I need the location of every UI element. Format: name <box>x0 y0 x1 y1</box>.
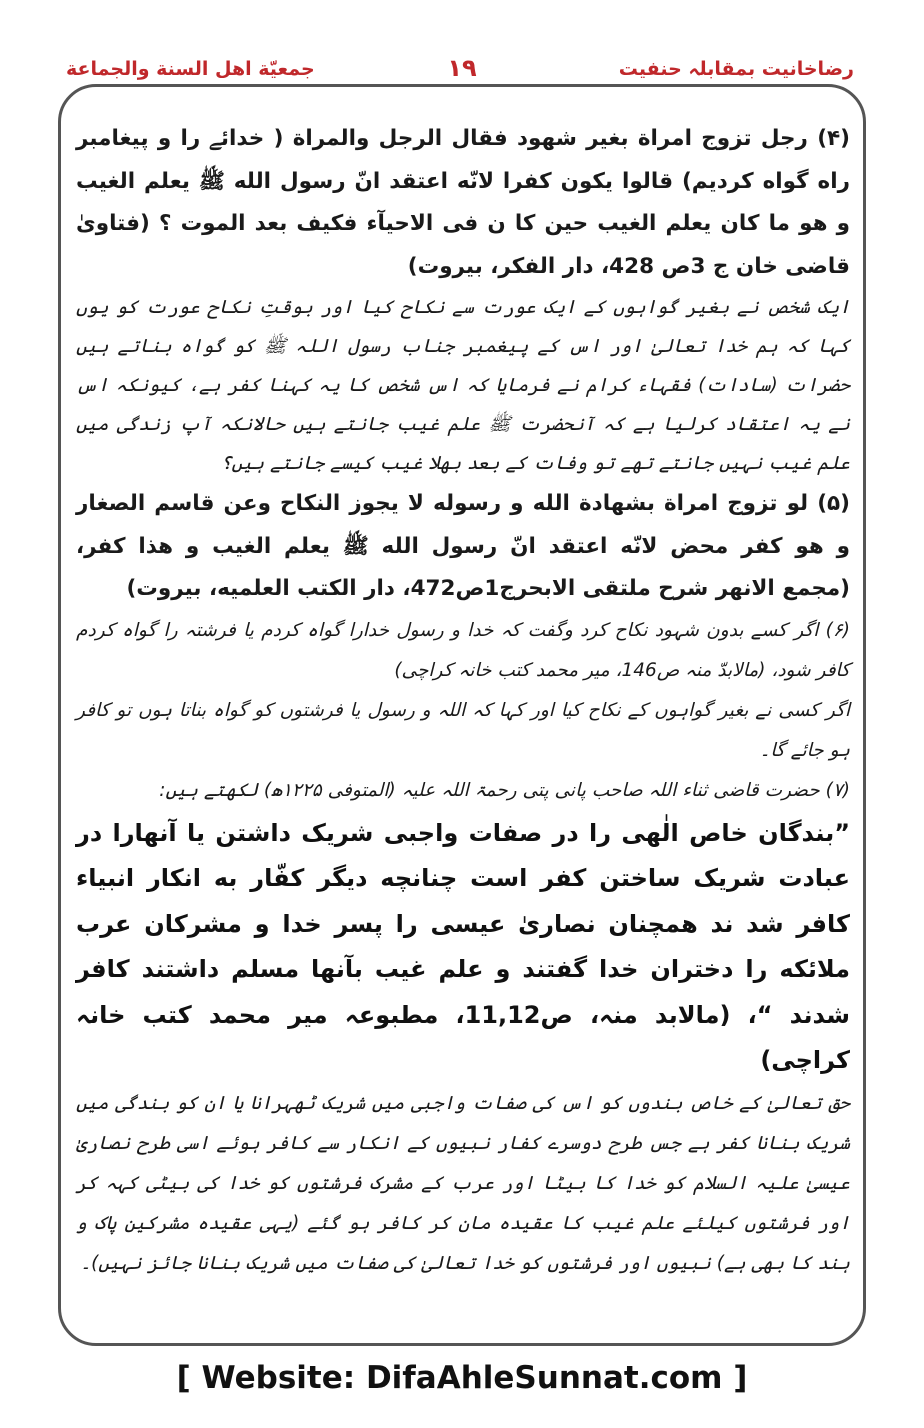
page-number: ۱۹ <box>447 54 477 82</box>
paragraph-7-intro: (۷) حضرت قاضی ثناء اللہ صاحب پانی پتی رحمۃ اللہ علیہ (المتوفی ۱۲۲۵ھ) لکھتے ہیں: <box>159 779 850 801</box>
paragraph-6-urdu-translation: اگر کسی نے بغیر گواہوں کے نکاح کیا اور کہا کہ اللہ و رسول یا فرشتوں کو گواہ بناتا ہوں تو کافر ہو جائے گا۔ <box>76 699 850 761</box>
paragraph-5-arabic: (۵) لو تزوج امراة بشهادة الله و رسوله لا يجوز النكاح وعن قاسم الصغار و هو كفر محض لانّه اعتقد انّ رسول الله ﷺ يعلم الغيب و هذا كفر، (مجمع الانهر شرح ملتقى الابحرج1ص472، دار الكتب العلميه، بيروت) <box>76 491 850 601</box>
book-title-header: رضاخانیت بمقابلہ حنفیت <box>618 58 854 80</box>
publisher-header: جمعيّة اهل السنة والجماعة <box>66 58 315 80</box>
page-body <box>76 118 850 1284</box>
paragraph-7-urdu-translation: حق تعالیٰ کے خاص بندوں کو اس کی صفات واجبی میں شریک ٹھہرانا یا ان کو بندگی میں شریک بنانا کفر ہے جس طرح دوسرے کفار نبیوں کے انکار سے کافر ہوئے اسی طرح نصاریٰ عیسیٰ علیہ السلام کو خدا کا بیٹا اور عرب کے مشرک فرشتوں کو خدا کی بیٹی کہہ کر اور فرشتوں کیلئے علم غیب کا عقیدہ مان کر کافر ہو گئے (یہی عقیدہ مشرکین پاک و ہند کا بھی ہے) نبیوں اور فرشتوں کو خدا تعالیٰ کی صفات میں شریک بنانا جائز نہیں)۔ <box>76 1092 850 1274</box>
paragraph-6-persian-quote: (۶) اگر کسے بدون شہود نکاح کرد وگفت کہ خدا و رسول خدارا گواہ کردم یا فرشتہ را گواہ کردم کافر شود، (مالابدّ منہ ص146، میر محمد کتب خانہ کراچی) <box>76 619 850 681</box>
paragraph-7-persian-quote: ”بندگان خاص الٰهی را در صفات واجبی شریک داشتن یا آنهارا در عبادت شریک ساختن کفر است چنانچه دیگر کفّار به انکار انبیاء کافر شد ند همچنان نصاریٰ عیسی را پسر خدا و مشرکان عرب ملائکه را دختران خدا گفتند و علم غیب بآنها مسلم داشتند کافر شدند “، (مالابد منہ، ص11,12، مطبوعہ میر محمد کتب خانہ کراچی) <box>76 818 851 1074</box>
paragraph-4-urdu-translation: ایک شخص نے بغیر گواہوں کے ایک عورت سے نکاح کیا اور بوقتِ نکاح عورت کو یوں کہا کہ ہم خدا تعالیٰ اور اس کے پیغمبر جناب رسول اللہ ﷺ کو گواہ بناتے ہیں حضرات (سادات) فقہاء کرام نے فرمایا کہ اس شخص کا یہ کہنا کفر ہے، کیونکہ اس نے یہ اعتقاد کرلیا ہے کہ آنحضرت ﷺ علم غیب جانتے ہیں حالانکہ آپ زندگی میں علم غیب نہیں جانتے تھے تو وفات کے بعد بھلا غیب کیسے جانتے ہیں؟ <box>76 297 850 474</box>
paragraph-4-arabic: (۴) رجل تزوج امراة بغير شهود فقال الرجل والمراة ( خدائے را و پيغامبر راه گواه كرديم) قالوا يكون كفرا لانّه اعتقد انّ رسول الله ﷺ يعلم الغيب و هو ما كان يعلم الغيب حين كا ن فى الاحيآء فكيف بعد الموت ؟ (فتاوىٰ قاضى خان ج 3ص 428، دار الفكر، بيروت) <box>76 126 850 279</box>
website-footer: [ Website: DifaAhleSunnat.com ] <box>176 1360 748 1396</box>
